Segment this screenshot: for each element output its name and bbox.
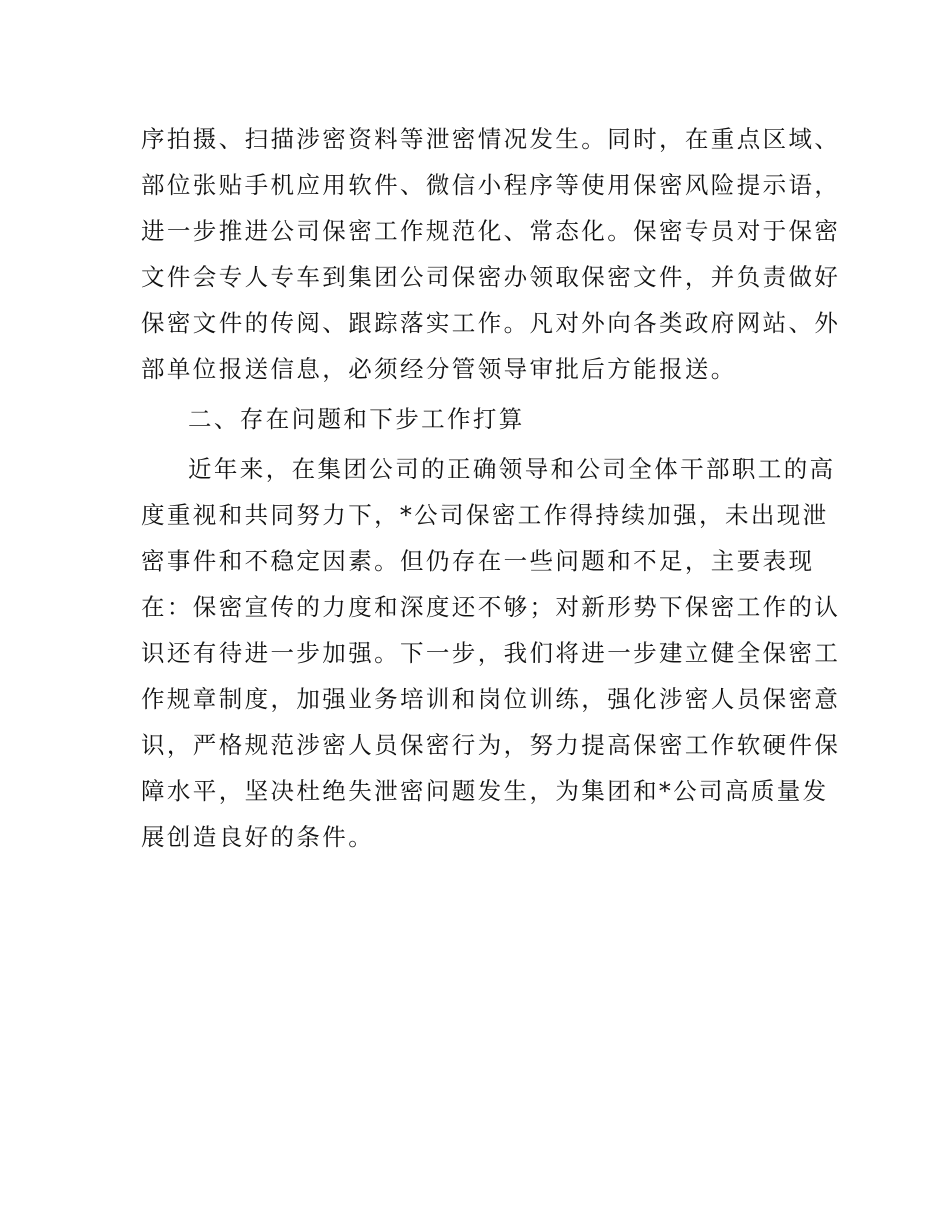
section-heading: 二、存在问题和下步工作打算 (188, 405, 525, 433)
text-line: 障水平，坚决杜绝失泄密问题发生，为集团和*公司高质量发 (141, 777, 829, 805)
text-line: 部位张贴手机应用软件、微信小程序等使用保密风险提示语， (141, 171, 841, 199)
paragraph-problems-plans (141, 446, 841, 860)
text-line: 文件会专人专车到集团公司保密办领取保密文件，并负责做好 (141, 263, 841, 291)
paragraph-continuation (141, 116, 841, 392)
text-line: 度重视和共同努力下，*公司保密工作得持续加强，未出现泄 (141, 501, 829, 529)
text-line: 部单位报送信息，必须经分管领导审批后方能报送。 (141, 355, 737, 383)
text-line: 密事件和不稳定因素。但仍存在一些问题和不足，主要表现 (141, 547, 815, 575)
text-line: 识，严格规范涉密人员保密行为，努力提高保密工作软硬件保 (141, 731, 841, 759)
document-body (141, 116, 841, 860)
text-line: 序拍摄、扫描涉密资料等泄密情况发生。同时，在重点区域、 (141, 125, 841, 153)
text-line: 识还有待进一步加强。下一步，我们将进一步建立健全保密工 (141, 639, 841, 667)
text-line: 展创造良好的条件。 (141, 823, 375, 851)
text-line: 进一步推进公司保密工作规范化、常态化。保密专员对于保密 (141, 217, 841, 245)
text-line: 在：保密宣传的力度和深度还不够；对新形势下保密工作的认 (141, 593, 841, 621)
text-line: 作规章制度，加强业务培训和岗位训练，强化涉密人员保密意 (141, 685, 841, 713)
text-line: 近年来，在集团公司的正确领导和公司全体干部职工的高 (188, 455, 836, 483)
text-line: 保密文件的传阅、跟踪落实工作。凡对外向各类政府网站、外 (141, 309, 841, 337)
